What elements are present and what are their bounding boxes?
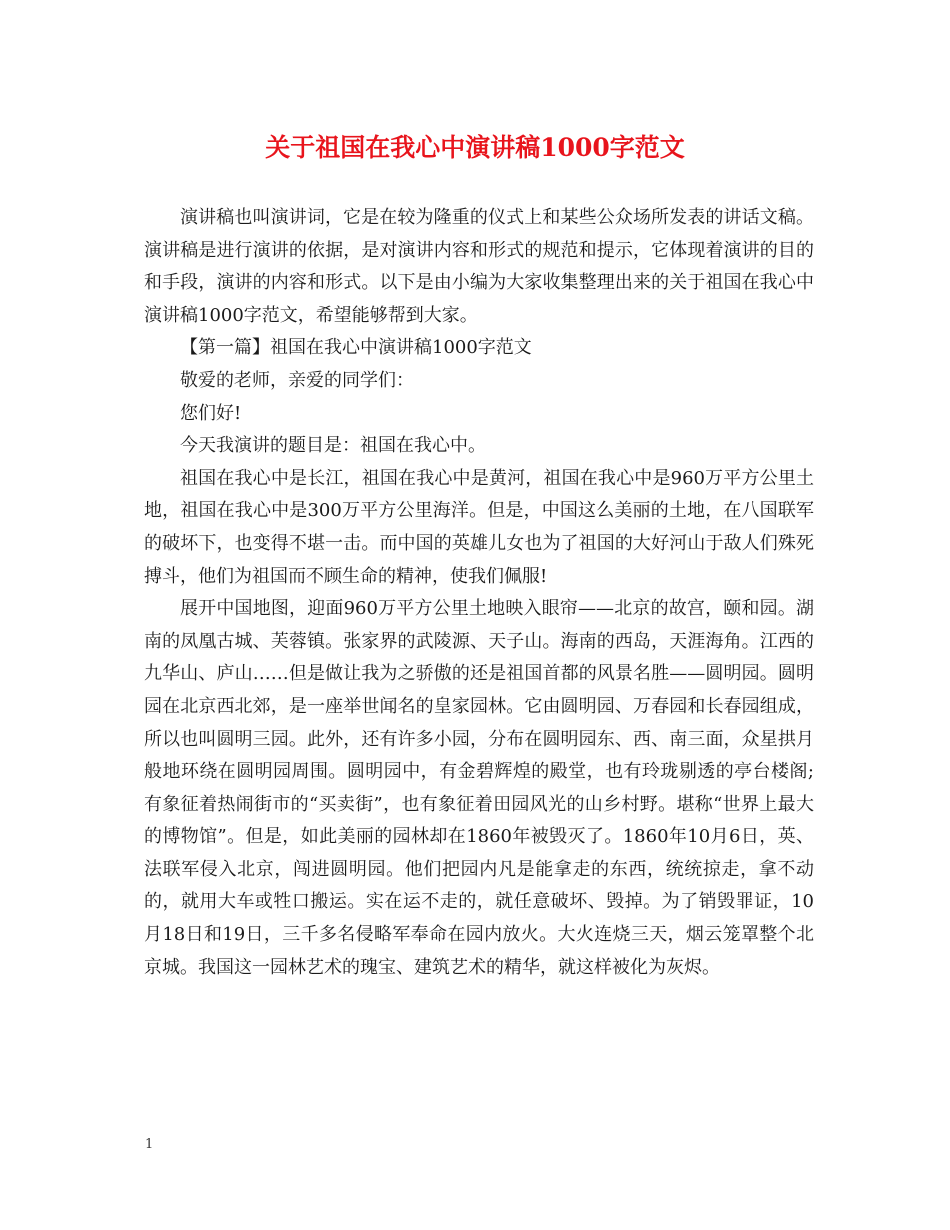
page-number: 1 xyxy=(145,1137,154,1152)
intro-paragraph: 演讲稿也叫演讲词，它是在较为隆重的仪式上和某些公众场所发表的讲话文稿。演讲稿是进行演讲的依据，是对演讲内容和形式的规范和提示，它体现着演讲的目的和手段，演讲的内容和形式。以下是由小编为大家收集整理出来的关于祖国在我心中演讲稿1000字范文，希望能够帮到大家。 xyxy=(144,207,814,326)
topic-paragraph: 今天我演讲的题目是：祖国在我心中。 xyxy=(180,435,486,457)
greeting-paragraph: 您们好! xyxy=(180,402,242,424)
document-body xyxy=(144,202,814,984)
body-paragraph: 祖国在我心中是长江，祖国在我心中是黄河，祖国在我心中是960万平方公里土地，祖国在我心中是300万平方公里海洋。但是，中国这么美丽的土地，在八国联军的破坏下，也变得不堪一击。而中国的英雄儿女也为了祖国的大好河山于敌人们殊死搏斗，他们为祖国而不顾生命的精神，使我们佩服! xyxy=(144,467,814,587)
document-title: 关于祖国在我心中演讲稿1000字范文 xyxy=(265,133,685,162)
salutation-paragraph: 敬爱的老师，亲爱的同学们： xyxy=(180,369,414,391)
section-heading: 【第一篇】祖国在我心中演讲稿1000字范文 xyxy=(180,337,532,359)
body-paragraph: 展开中国地图，迎面960万平方公里土地映入眼帘——北京的故宫，颐和园。湖南的凤凰古城、芙蓉镇。张家界的武陵源、天子山。海南的西岛，天涯海角。江西的九华山、庐山……但是做让我为之骄傲的还是祖国首都的风景名胜——圆明园。圆明园在北京西北郊，是一座举世闻名的皇家园林。它由圆明园、万春园和长春园组成，所以也叫圆明三园。此外，还有许多小园，分布在圆明园东、西、南三面，众星拱月般地环绕在圆明园周围。圆明园中，有金碧辉煌的殿堂，也有玲珑剔透的亭台楼阁;有象征着热闹街市的“买卖街”，也有象征着田园风光的山乡村野。堪称“世界上最大的博物馆”。但是，如此美丽的园林却在1860年被毁灭了。1860年10月6日，英、法联军侵入北京，闯进圆明园。他们把园内凡是能拿走的东西，统统掠走，拿不动的，就用大车或牲口搬运。实在运不走的，就任意破坏、毁掉。为了销毁罪证，10月18日和19日，三千多名侵略军奉命在园内放火。大火连烧三天，烟云笼罩整个北京城。我国这一园林艺术的瑰宝、建筑艺术的精华，就这样被化为灰烬。 xyxy=(144,598,814,978)
